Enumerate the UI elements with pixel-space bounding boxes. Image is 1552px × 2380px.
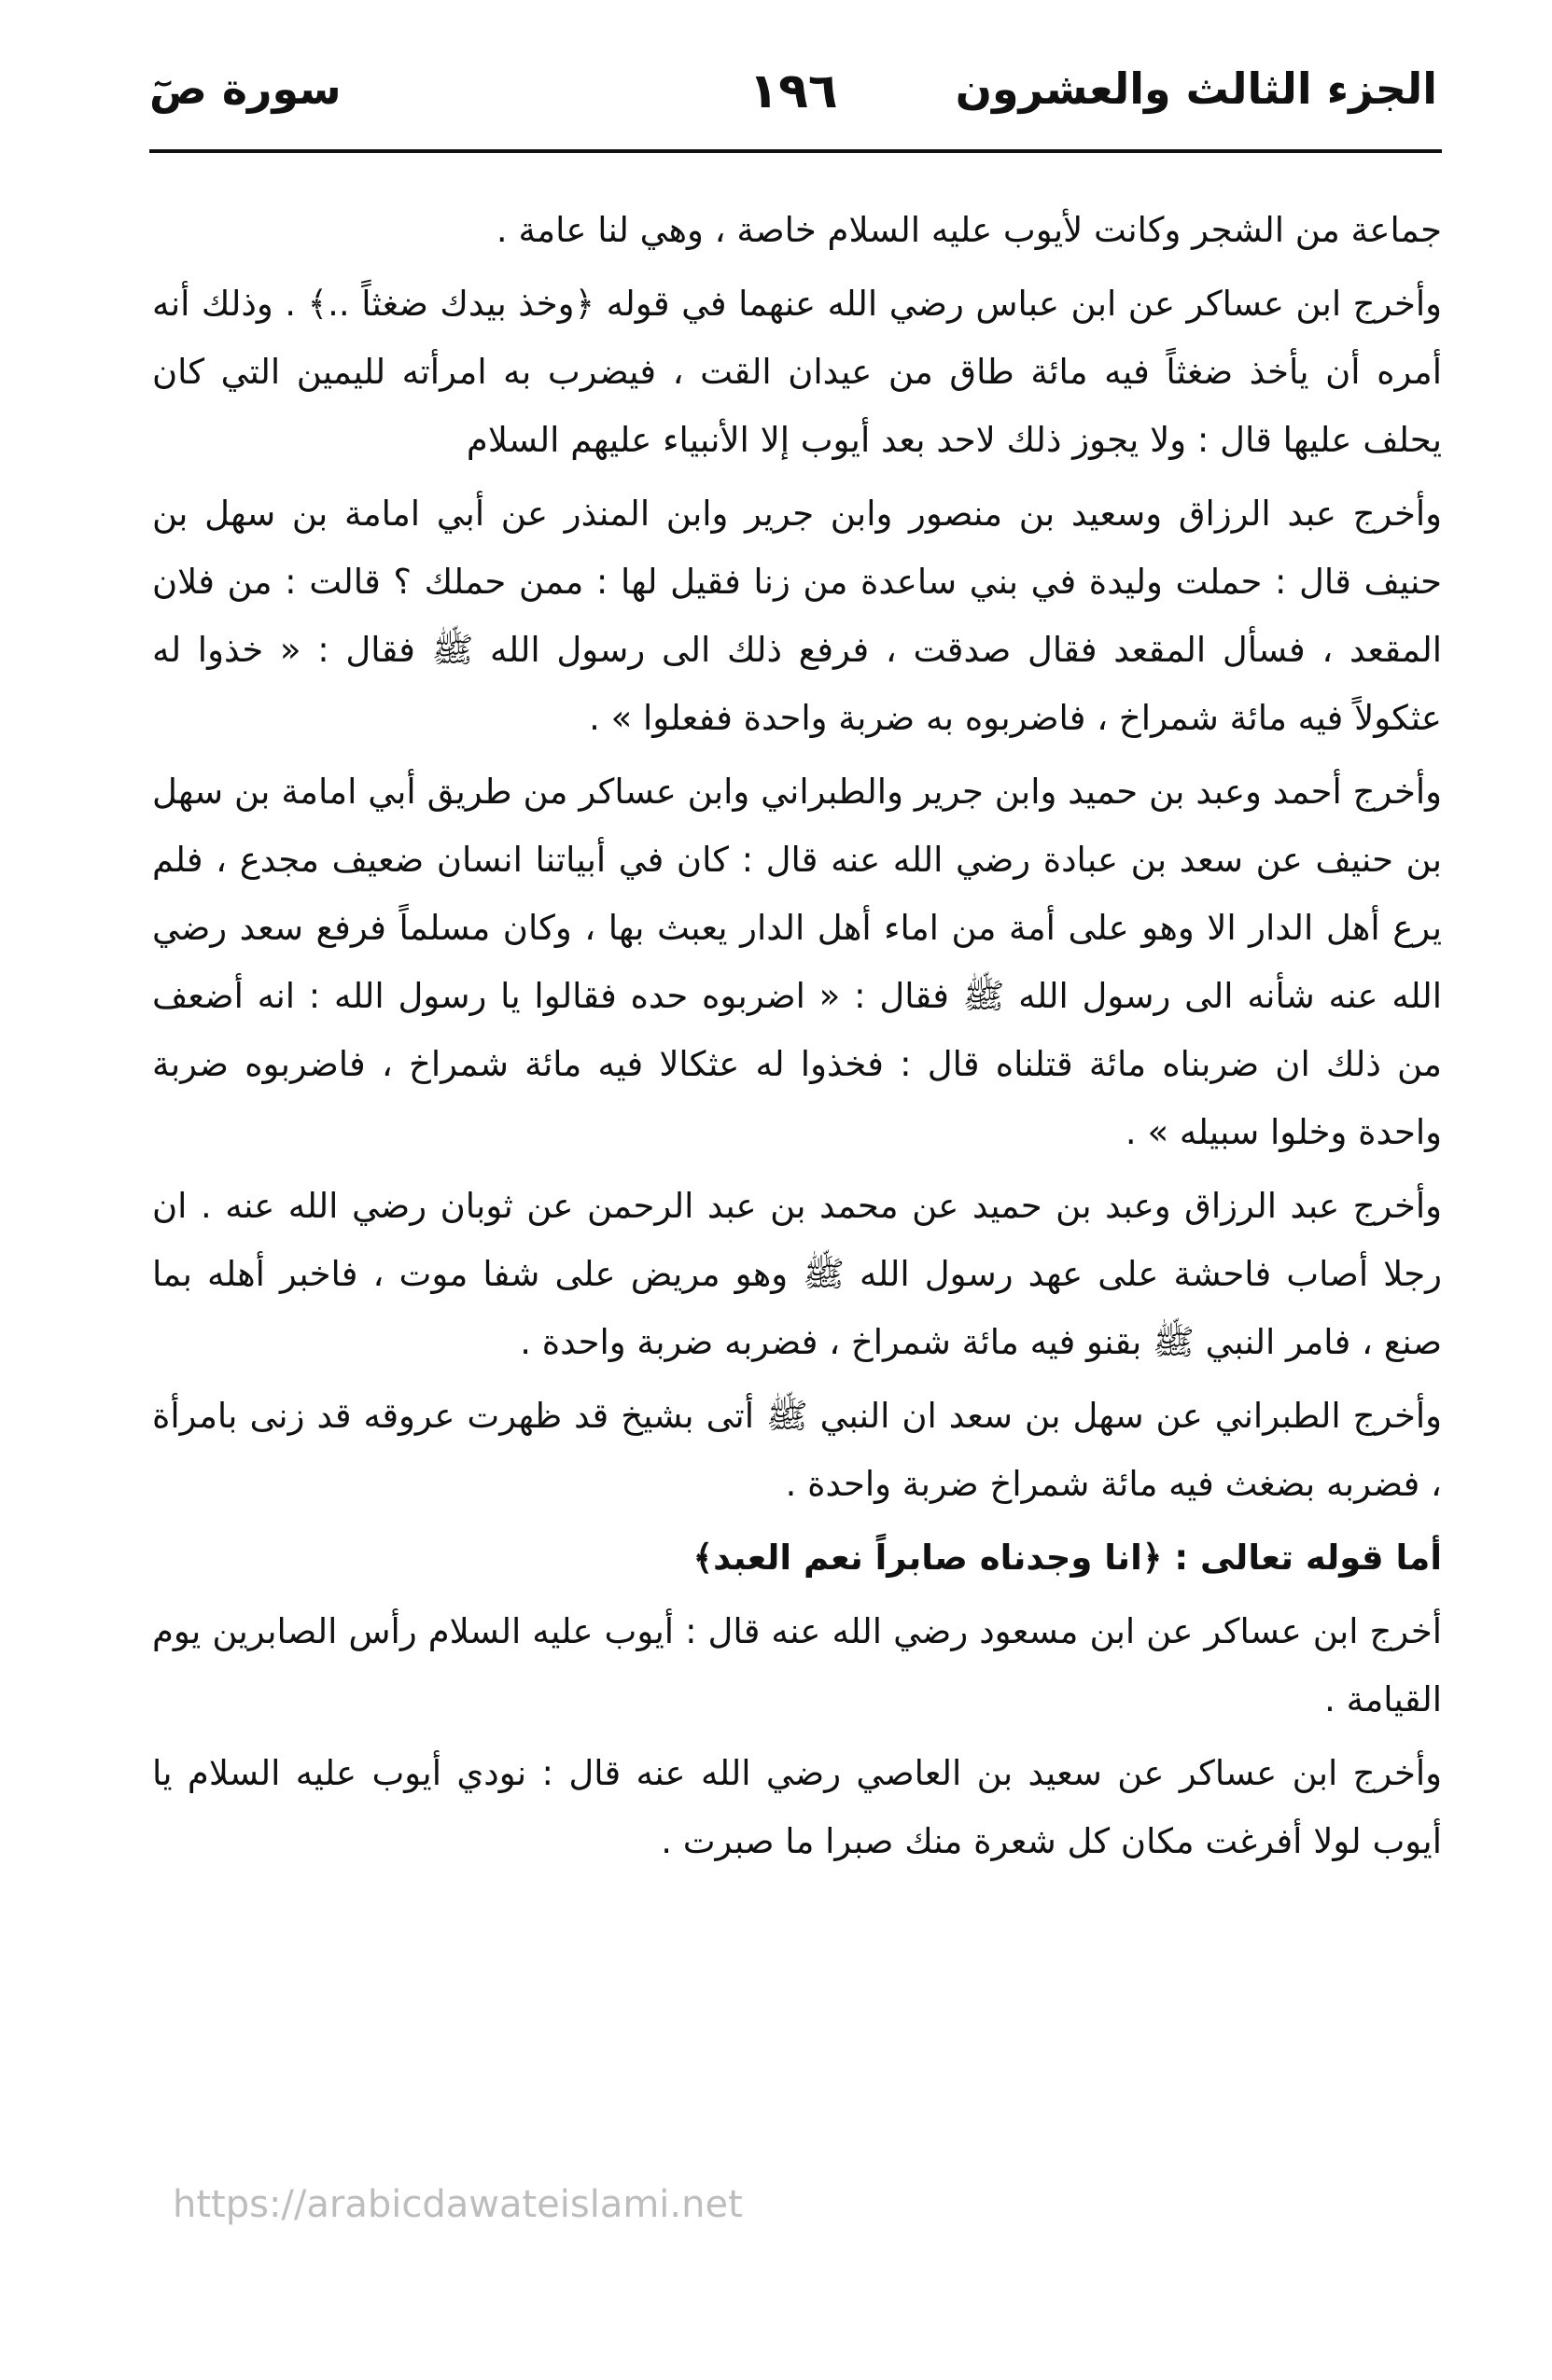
paragraph: وأخرج الطبراني عن سهل بن سعد ان النبي ﷺ أتى بشيخ قد ظهرت عروقه قد زنى بامرأة ، فضربه بضغث فيه مائة شمراخ ضربة واحدة .	[152, 1396, 1442, 1504]
paragraph: أخرج ابن عساكر عن ابن مسعود رضي الله عنه قال : أيوب عليه السلام رأس الصابرين يوم القيامة .	[152, 1611, 1442, 1719]
watermark-url: https://arabicdawateislami.net	[173, 2183, 743, 2226]
paragraph: وأخرج أحمد وعبد بن حميد وابن جرير والطبراني وابن عساكر من طريق أبي امامة بن سهل بن حنيف عن سعد بن عبادة رضي الله عنه قال : كان في أبياتنا انسان ضعيف مجدع ، فلم يرع أهل الدار الا وهو على أمة من اماء أهل الدار يعبث بها ، وكان مسلماً فرفع سعد رضي الله عنه شأنه الى رسول الله ﷺ فقال : « اضربوه حده فقالوا يا رسول الله : انه أضعف من ذلك ان ضربناه مائة قتلناه قال : فخذوا له عثكالا فيه مائة شمراخ ، فاضربوه ضربة واحدة وخلوا سبيله » .	[152, 772, 1442, 1152]
part-title: الجزء الثالث والعشرون	[955, 63, 1437, 114]
header-rule	[149, 149, 1442, 153]
paragraph: جماعة من الشجر وكانت لأيوب عليه السلام خاصة ، وهي لنا عامة .	[496, 210, 1442, 250]
paragraph: وأخرج عبد الرزاق وعبد بن حميد عن محمد بن عبد الرحمن عن ثوبان رضي الله عنه . ان رجلا أصاب فاحشة على عهد رسول الله ﷺ وهو مريض على شفا موت ، فاخبر أهله بما صنع ، فامر النبي ﷺ بقنو فيه مائة شمراخ ، فضربه ضربة واحدة .	[152, 1186, 1442, 1362]
surah-title: سورة صٓ	[149, 63, 342, 114]
paragraph: وأخرج ابن عساكر عن ابن عباس رضي الله عنهما في قوله ﴿وخذ بيدك ضغثاً ..﴾ . وذلك أنه أمره أن يأخذ ضغثاً فيه مائة طاق من عيدان القت ، فيضرب به امرأته لليمين التي كان يحلف عليها قال : ولا يجوز ذلك لاحد بعد أيوب إلا الأنبياء عليهم السلام	[152, 284, 1442, 460]
section-heading: أما قوله تعالى : ﴿انا وجدناه صابراً نعم العبد﴾	[692, 1538, 1442, 1578]
page-number: ١٩٦	[748, 63, 838, 119]
page-header	[149, 56, 1437, 131]
paragraph: وأخرج ابن عساكر عن سعيد بن العاصي رضي الله عنه قال : نودي أيوب عليه السلام يا أيوب لولا أفرغت مكان كل شعرة منك صبرا ما صبرت .	[152, 1753, 1442, 1861]
text-body	[152, 196, 1442, 1881]
paragraph: وأخرج عبد الرزاق وسعيد بن منصور وابن جرير وابن المنذر عن أبي امامة بن سهل بن حنيف قال : حملت وليدة في بني ساعدة من زنا فقيل لها : ممن حملك ؟ قالت : من فلان المقعد ، فسأل المقعد فقال صدقت ، فرفع ذلك الى رسول الله ﷺ فقال : « خذوا له عثكولاً فيه مائة شمراخ ، فاضربوه به ضربة واحدة ففعلوا » .	[152, 494, 1442, 738]
